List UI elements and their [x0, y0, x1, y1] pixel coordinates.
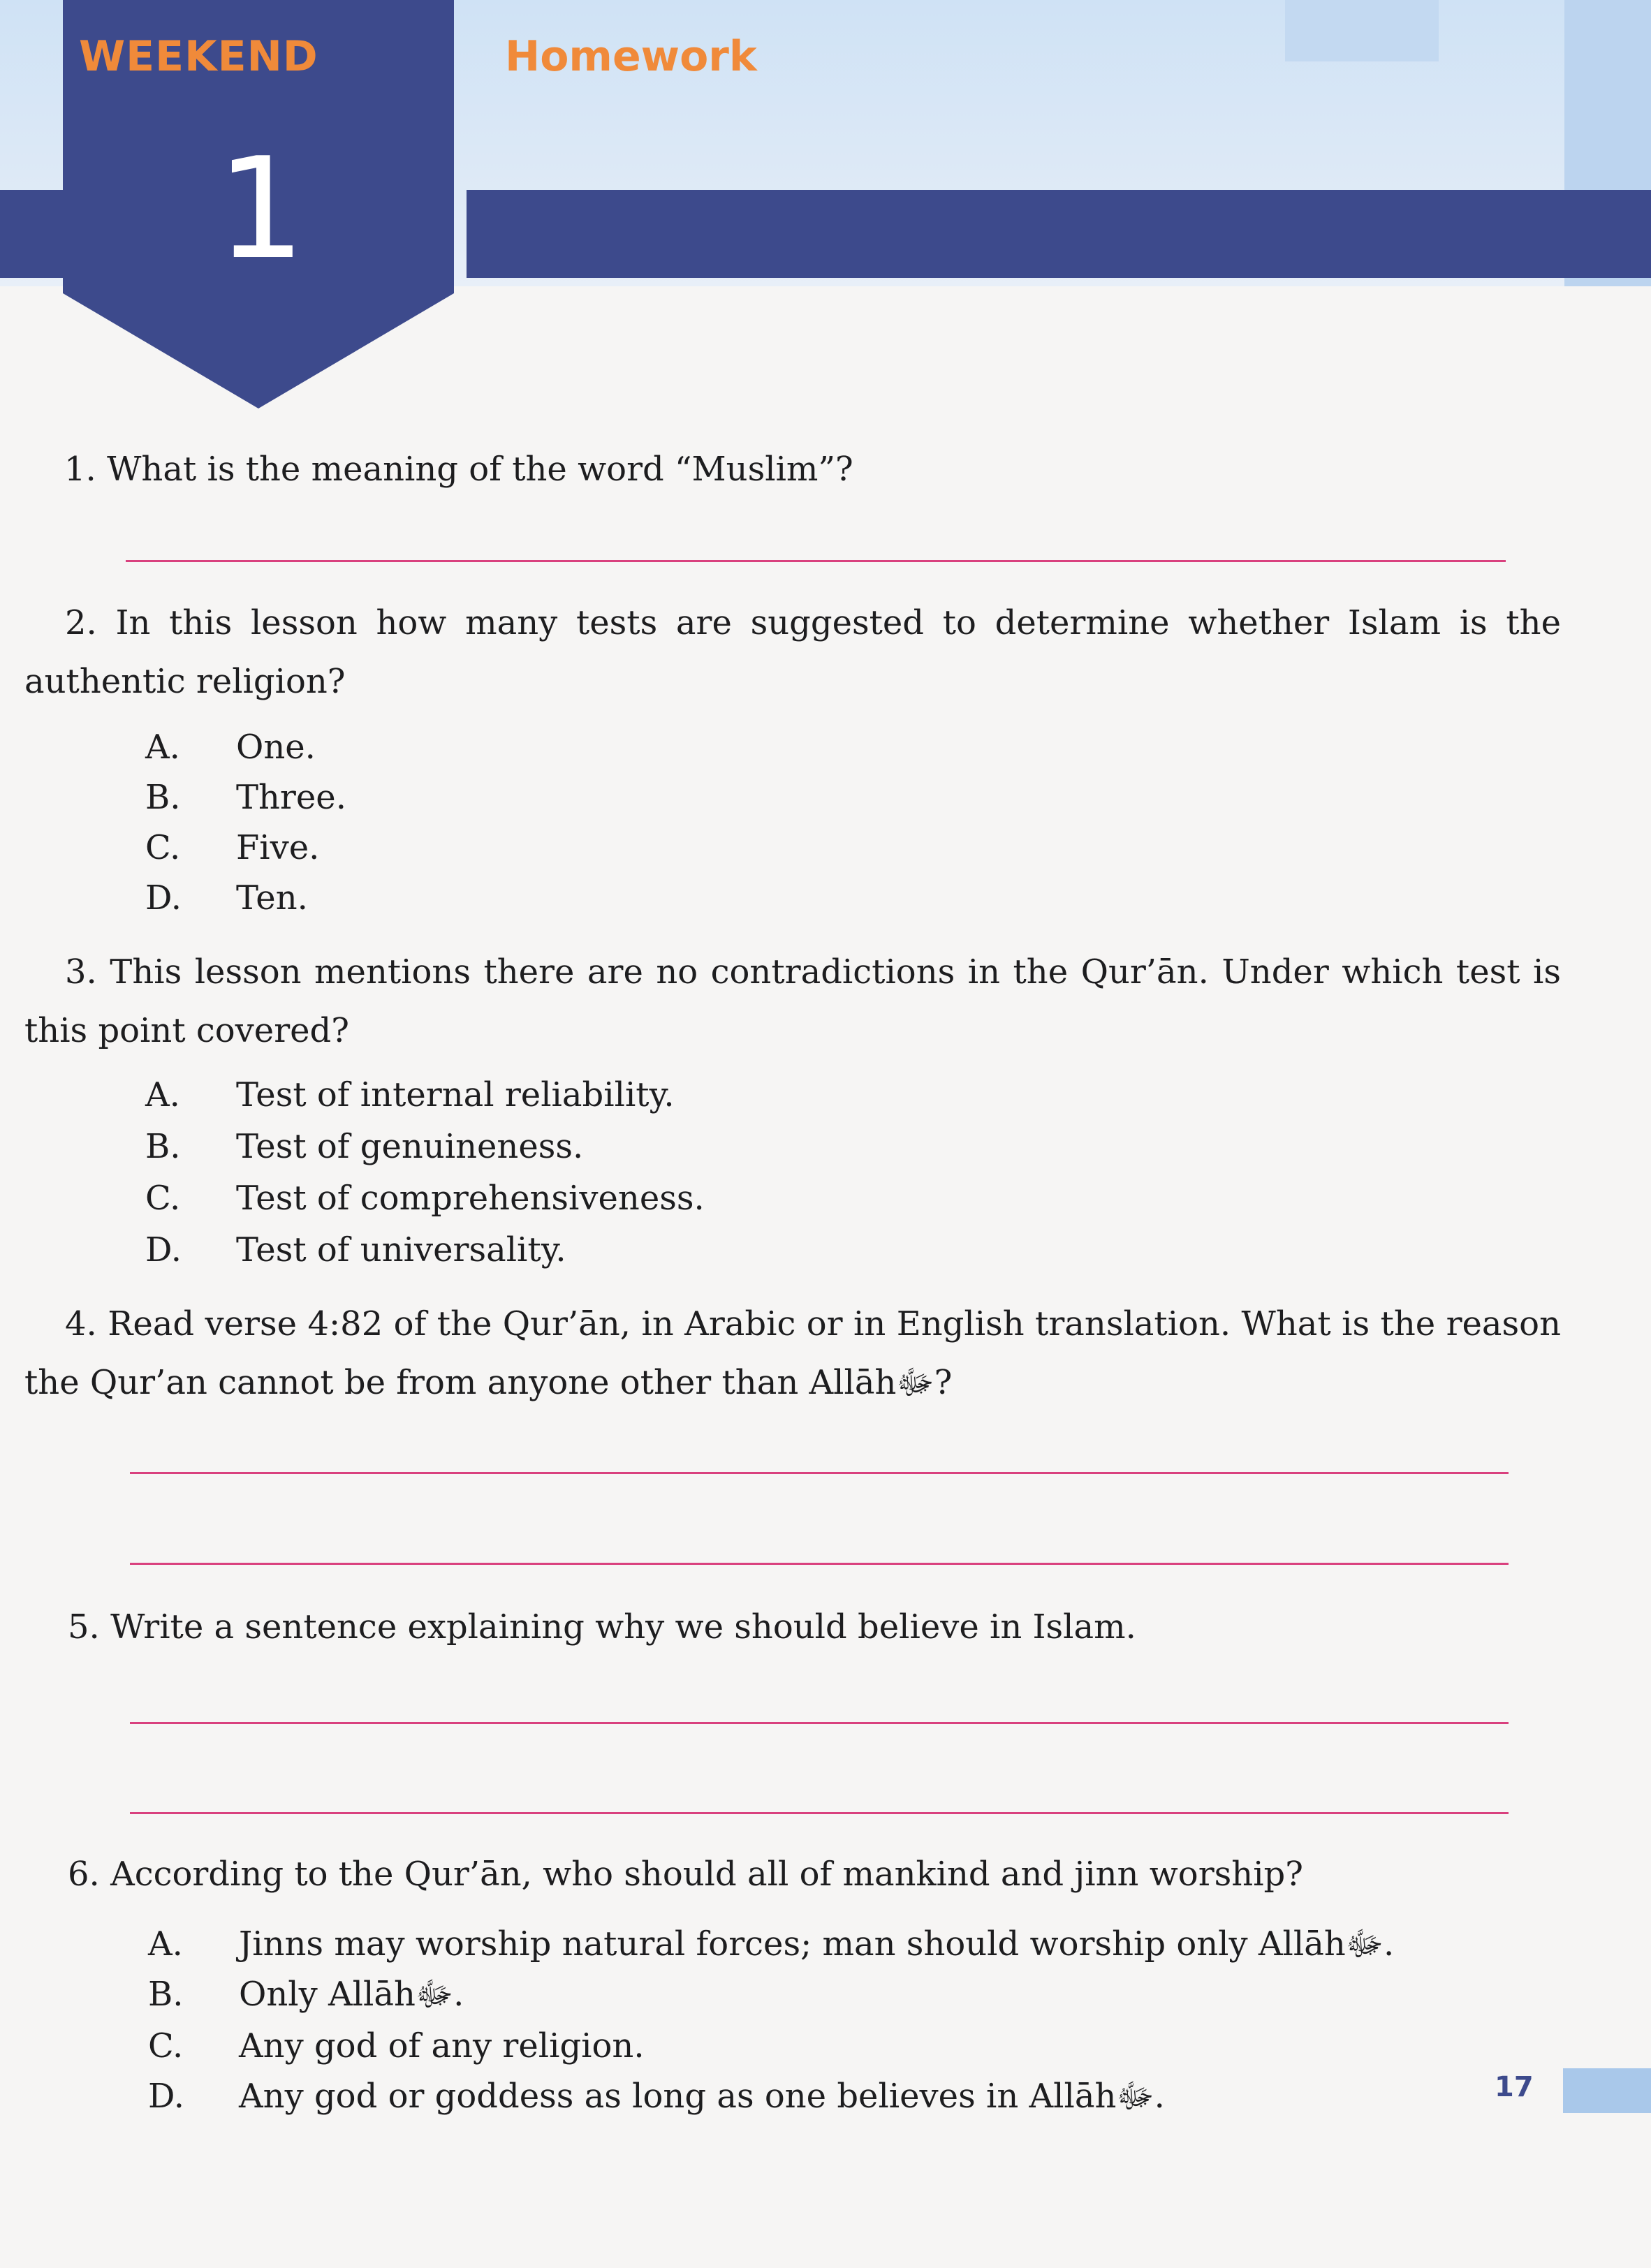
header-band-right	[467, 190, 1651, 278]
question-number: 5.	[68, 1607, 100, 1647]
option-text: Test of genuineness.	[236, 1127, 584, 1166]
answer-line[interactable]	[130, 1472, 1509, 1474]
question-text: What is the meaning of the word “Muslim”?	[107, 450, 853, 489]
question-5	[68, 1598, 1569, 1656]
question-2	[24, 594, 1561, 711]
question-text: This lesson mentions there are no contradictions in the Qur’ān. Under which test is this point covered?	[24, 952, 1562, 1050]
option-text: Ten.	[236, 878, 308, 918]
option-text: One.	[236, 728, 316, 767]
option-d[interactable]	[148, 2071, 1165, 2121]
option-letter: D.	[145, 878, 182, 918]
option-letter: A.	[145, 728, 180, 767]
question-text: In this lesson how many tests are suggested to determine whether Islam is the authentic religion?	[24, 603, 1561, 701]
option-a[interactable]	[145, 1070, 675, 1120]
header-decoration	[1285, 0, 1439, 61]
option-a[interactable]	[148, 1919, 1394, 1969]
question-text: Write a sentence explaining why we should believe in Islam.	[110, 1607, 1136, 1647]
option-b[interactable]	[148, 1969, 464, 2019]
question-text: According to the Qur’ān, who should all of mankind and jinn worship?	[110, 1855, 1303, 1894]
option-c[interactable]	[145, 1173, 705, 1223]
badge-number: 1	[217, 128, 306, 290]
option-text: Test of universality.	[236, 1230, 566, 1269]
question-text: Read verse 4:82 of the Qur’ān, in Arabic or in English translation. What is the reason the Qur’an cannot be from anyone other than Allāhﷻ?	[24, 1304, 1561, 1402]
badge-label: WEEKEND	[79, 32, 318, 81]
question-3	[24, 943, 1561, 1060]
question-number: 1.	[64, 450, 96, 489]
footer-tab	[1563, 2068, 1651, 2113]
answer-line[interactable]	[126, 560, 1506, 562]
option-c[interactable]	[145, 823, 319, 873]
option-text: Test of comprehensiveness.	[236, 1179, 705, 1218]
question-4	[24, 1295, 1561, 1412]
option-text: Any god or goddess as long as one believes in Allāhﷻ.	[239, 2077, 1165, 2116]
answer-line[interactable]	[130, 1563, 1509, 1565]
answer-line[interactable]	[130, 1722, 1509, 1724]
option-letter: B.	[148, 1975, 184, 2014]
option-letter: D.	[148, 2077, 185, 2116]
question-number: 6.	[68, 1855, 100, 1894]
question-number: 2.	[65, 603, 97, 642]
option-a[interactable]	[145, 722, 316, 772]
option-letter: C.	[148, 2026, 184, 2066]
question-number: 3.	[65, 952, 97, 992]
option-letter: B.	[145, 1127, 181, 1166]
page-title: Homework	[505, 32, 757, 81]
option-letter: D.	[145, 1230, 182, 1269]
answer-line[interactable]	[130, 1812, 1509, 1814]
option-letter: A.	[148, 1924, 183, 1964]
option-c[interactable]	[148, 2021, 645, 2071]
option-d[interactable]	[145, 1225, 566, 1275]
page-number: 17	[1495, 2071, 1534, 2103]
option-letter: C.	[145, 828, 181, 867]
option-text: Jinns may worship natural forces; man should worship only Allāhﷻ.	[239, 1924, 1395, 1964]
option-text: Test of internal reliability.	[236, 1075, 675, 1114]
option-letter: A.	[145, 1075, 180, 1114]
question-6	[68, 1845, 1569, 1904]
option-text: Any god of any religion.	[239, 2026, 645, 2066]
question-number: 4.	[65, 1304, 97, 1343]
option-letter: C.	[145, 1179, 181, 1218]
option-d[interactable]	[145, 873, 308, 923]
option-b[interactable]	[145, 1121, 583, 1172]
option-letter: B.	[145, 778, 181, 817]
question-1	[64, 440, 1566, 499]
option-text: Five.	[236, 828, 320, 867]
option-text: Only Allāhﷻ.	[239, 1975, 464, 2014]
option-b[interactable]	[145, 772, 346, 823]
option-text: Three.	[236, 778, 346, 817]
